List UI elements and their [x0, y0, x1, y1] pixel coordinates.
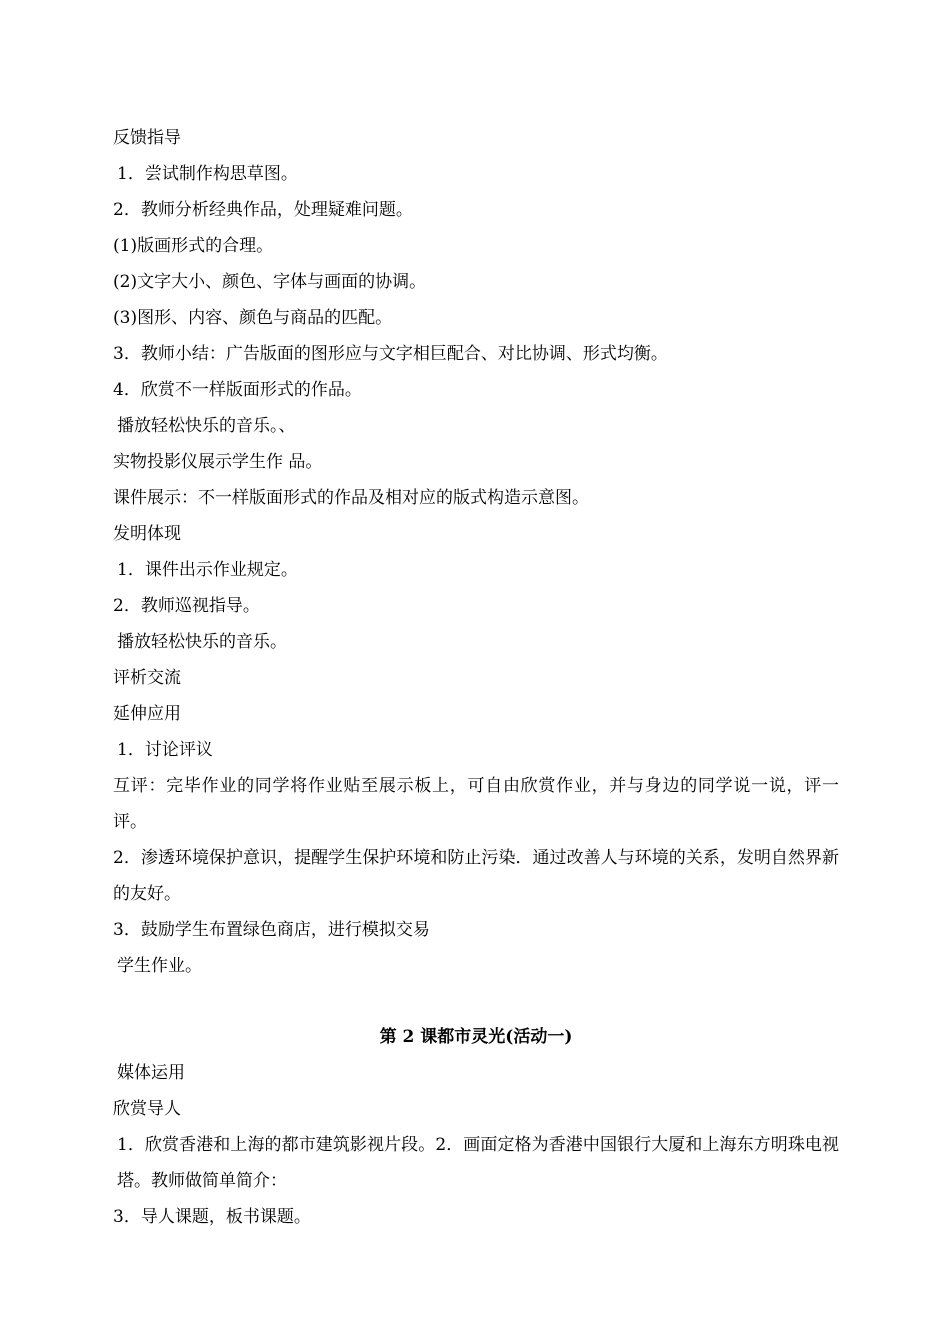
text-line: 播放轻松快乐的音乐。: [117, 632, 287, 652]
section-heading-evaluation: 评析交流: [113, 668, 181, 688]
text-line: 播放轻松快乐的音乐。、: [117, 416, 296, 436]
list-item: (2)文字大小、颜色、字体与画面的协调。: [113, 272, 427, 292]
list-item: (1)版画形式的合理。: [113, 236, 274, 256]
text-line: 学生作业。: [117, 956, 202, 976]
paragraph-environment: 2．渗透环境保护意识，提醒学生保护环境和防止污染．通过改善人与环境的关系，发明自然界新的友好。: [113, 848, 839, 904]
list-item: 1．讨论评议: [117, 740, 213, 760]
document-page: [113, 120, 839, 1235]
section-heading-creation: 发明体现: [113, 524, 181, 544]
section-heading-intro: 欣赏导人: [113, 1099, 181, 1119]
list-item: 1．尝试制作构思草图。: [117, 164, 298, 184]
list-item: (3)图形、内容、颜色与商品的匹配。: [113, 308, 393, 328]
paragraph-appreciation: 1．欣赏香港和上海的都市建筑影视片段。2．画面定格为香港中国银行大厦和上海东方明珠电视塔。教师做简单简介：: [117, 1135, 839, 1191]
section-heading-extension: 延伸应用: [113, 704, 181, 724]
text-line: 实物投影仪展示学生作 品。: [113, 452, 323, 472]
list-item: 2．教师分析经典作品，处理疑难问题。: [113, 200, 413, 220]
section-heading-media: 媒体运用: [117, 1063, 185, 1083]
list-item: 3．导人课题，板书课题。: [113, 1207, 311, 1227]
list-item: 1．课件出示作业规定。: [117, 560, 298, 580]
list-item: 2．教师巡视指导。: [113, 596, 260, 616]
lesson-title: 第 2 课都市灵光(活动一): [379, 1027, 573, 1047]
list-item: 3．鼓励学生布置绿色商店，进行模拟交易: [113, 920, 430, 940]
section-heading-feedback: 反馈指导: [113, 128, 181, 148]
text-line: 课件展示：不一样版面形式的作品及相对应的版式构造示意图。: [113, 488, 589, 508]
list-item: 3．教师小结：广告版面的图形应与文字相巨配合、对比协调、形式均衡。: [113, 344, 668, 364]
list-item: 4．欣赏不一样版面形式的作品。: [113, 380, 362, 400]
spacer: [113, 984, 839, 1019]
paragraph-peer-review: 互评：完毕作业的同学将作业贴至展示板上，可自由欣赏作业，并与身边的同学说一说，评一评。: [113, 776, 839, 832]
